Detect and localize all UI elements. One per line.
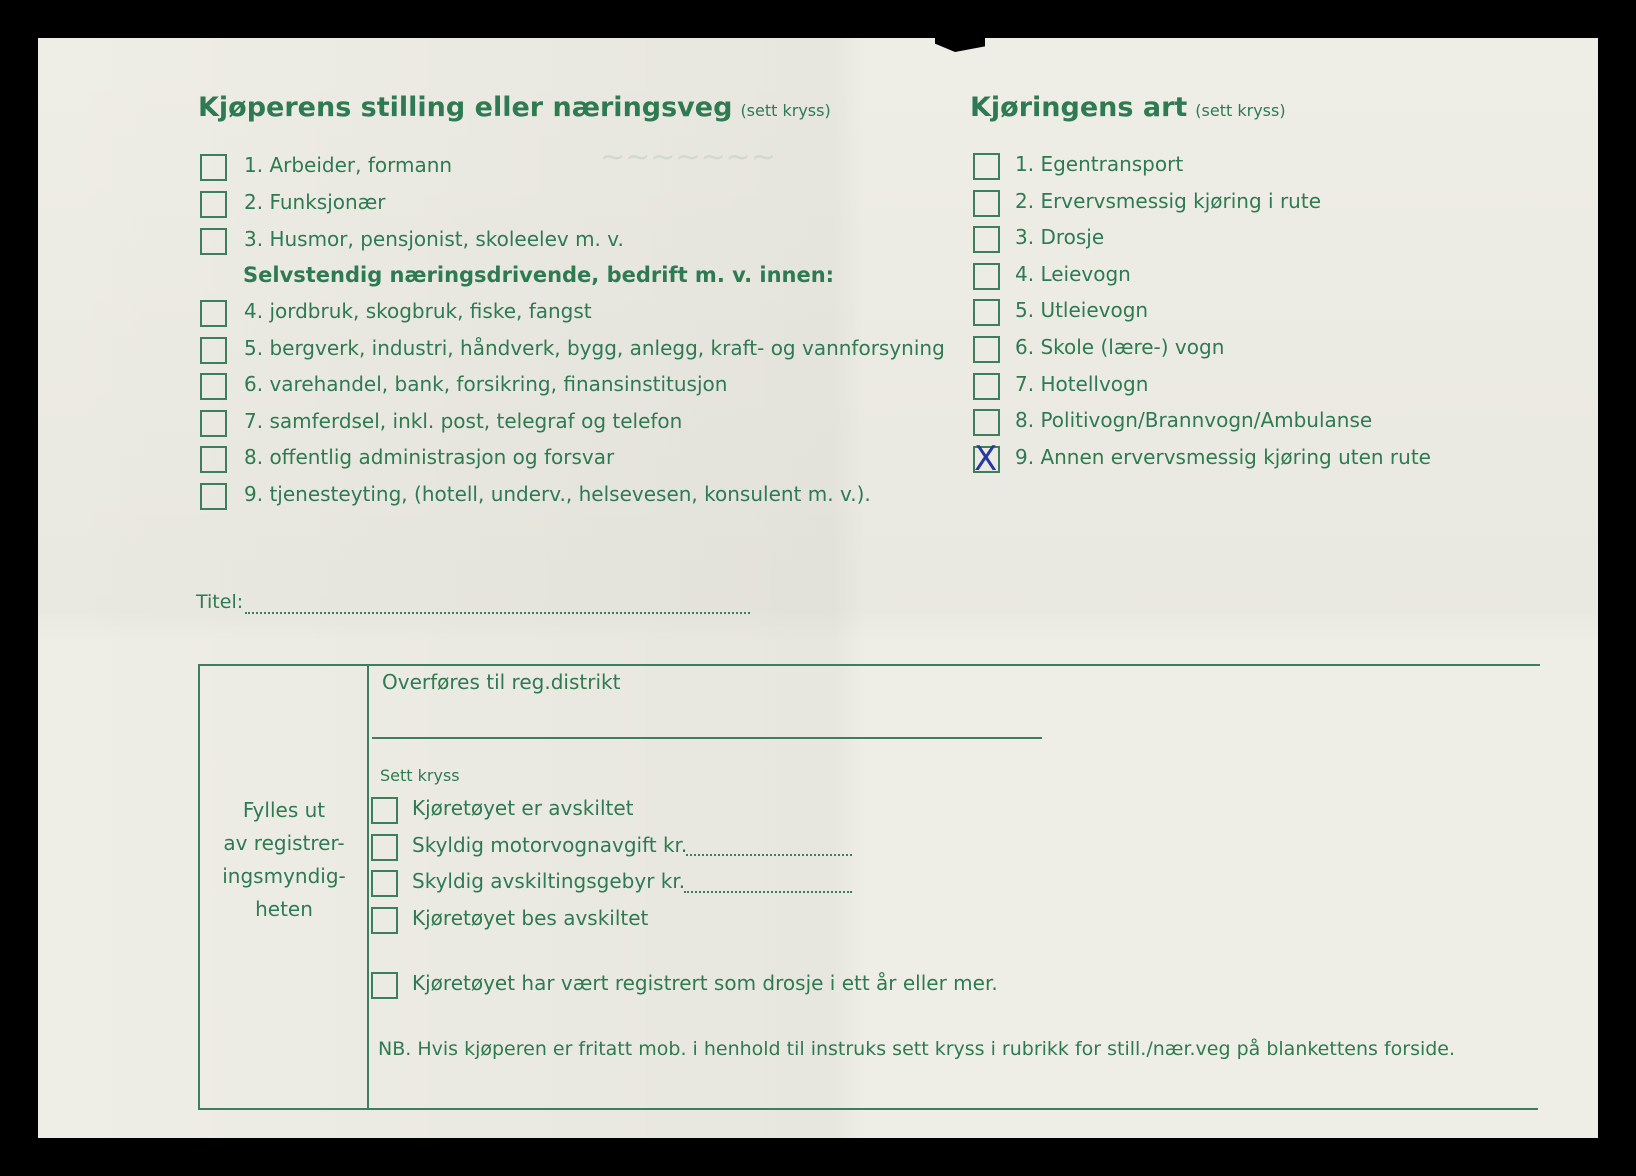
registry-box-top-border [198,664,1540,666]
industry-checkbox[interactable] [200,300,227,327]
occupation-option-label: 2. Funksjonær [244,190,386,214]
registry-check-label: Kjøretøyet bes avskiltet [412,905,649,930]
industry-checkbox[interactable] [200,446,227,473]
titel-label: Titel: [196,591,244,613]
motor-tax-amount-field[interactable] [686,854,852,856]
registry-check-label: Skyldig motorvognavgift kr. [412,832,688,857]
industry-checkbox[interactable] [200,337,227,364]
registry-checkbox[interactable] [371,797,398,824]
driving-type-option-label: 2. Ervervsmessig kjøring i rute [1015,188,1321,213]
side-label-line: heten [255,897,313,921]
registry-side-label [214,794,354,926]
driving-type-option-label: 4. Leievogn [1015,261,1131,286]
driving-type-option-label: 9. Annen ervervsmessig kjøring uten rute [1015,444,1431,469]
nb-note: NB. Hvis kjøperen er fritatt mob. i henhold til instruks sett kryss i rubrikk for still./nær.veg på blankettens forside. [378,1038,1456,1060]
industry-option-label: 9. tjenesteyting, (hotell, underv., helsevesen, konsulent m. v.). [244,482,871,506]
driving-type-checkbox[interactable] [973,373,1000,400]
driving-type-title: Kjøringens art [970,92,1188,123]
buyer-occupation-note: (sett kryss) [740,101,831,120]
registry-box-left-border [198,664,200,1110]
driving-type-option-label: 5. Utleievogn [1015,298,1149,323]
registry-check-label: Kjøretøyet er avskiltet [412,796,634,820]
transfer-district-label: Overføres til reg.distrikt [382,670,621,694]
registry-box-divider [367,664,369,1108]
driving-type-note: (sett kryss) [1195,101,1286,120]
registry-box-bottom-border [198,1108,1538,1110]
side-label-line: ingsmyndig- [222,864,346,888]
titel-field[interactable] [245,612,750,614]
registry-checkbox[interactable] [371,870,398,897]
industry-option-label: 5. bergverk, industri, håndverk, bygg, anlegg, kraft- og vannforsyning [244,335,945,360]
buyer-occupation-heading [198,92,831,123]
driving-type-option-label: 6. Skole (lære-) vogn [1015,335,1225,359]
driving-type-checkbox[interactable] [973,190,1000,217]
sett-kryss-label: Sett kryss [380,766,460,785]
driving-type-checkbox[interactable] [973,299,1000,326]
driving-type-option-label: 3. Drosje [1015,225,1105,250]
drosje-checkbox[interactable] [371,972,398,999]
occupation-checkbox[interactable] [200,154,227,181]
industry-option-label: 7. samferdsel, inkl. post, telegraf og telefon [244,408,683,433]
registry-check-label: Skyldig avskiltingsgebyr kr. [412,869,686,894]
show-through-text: ~~~~~~~ [600,140,776,175]
driving-type-option-label: 7. Hotellvogn [1015,371,1149,396]
industry-option-label: 6. varehandel, bank, forsikring, finansinstitusjon [244,372,728,397]
industry-checkbox[interactable] [200,410,227,437]
side-label-line: Fylles ut [242,798,326,822]
occupation-checkbox[interactable] [200,191,227,218]
driving-type-checkbox[interactable] [973,226,1000,253]
industry-checkbox[interactable] [200,483,227,510]
registry-checkbox[interactable] [371,834,398,861]
driving-type-checkbox[interactable] [973,153,1000,180]
driving-type-checkbox[interactable] [973,263,1000,290]
industry-option-label: 4. jordbruk, skogbruk, fiske, fangst [244,299,592,323]
check-mark-x: X [974,438,998,479]
industry-option-label: 8. offentlig administrasjon og forsvar [244,445,615,470]
driving-type-option-label: 8. Politivogn/Brannvogn/Ambulanse [1015,408,1373,433]
driving-type-checkbox[interactable] [973,409,1000,436]
registry-checkbox[interactable] [371,907,398,934]
driving-type-heading [970,92,1286,123]
plate-fee-amount-field[interactable] [684,891,852,893]
self-employed-subheading: Selvstendig næringsdrivende, bedrift m. v. innen: [243,263,835,287]
transfer-district-field[interactable] [372,737,1042,739]
drosje-check-label: Kjøretøyet har vært registrert som drosje i ett år eller mer. [412,971,998,995]
side-label-line: av registrer- [223,831,345,855]
buyer-occupation-title: Kjøperens stilling eller næringsveg [198,92,733,123]
occupation-checkbox[interactable] [200,228,227,255]
occupation-option-label: 1. Arbeider, formann [244,153,453,177]
industry-checkbox[interactable] [200,373,227,400]
driving-type-option-label: 1. Egentransport [1015,152,1184,176]
driving-type-checkbox[interactable] [973,336,1000,363]
occupation-option-label: 3. Husmor, pensjonist, skoleelev m. v. [244,227,624,251]
